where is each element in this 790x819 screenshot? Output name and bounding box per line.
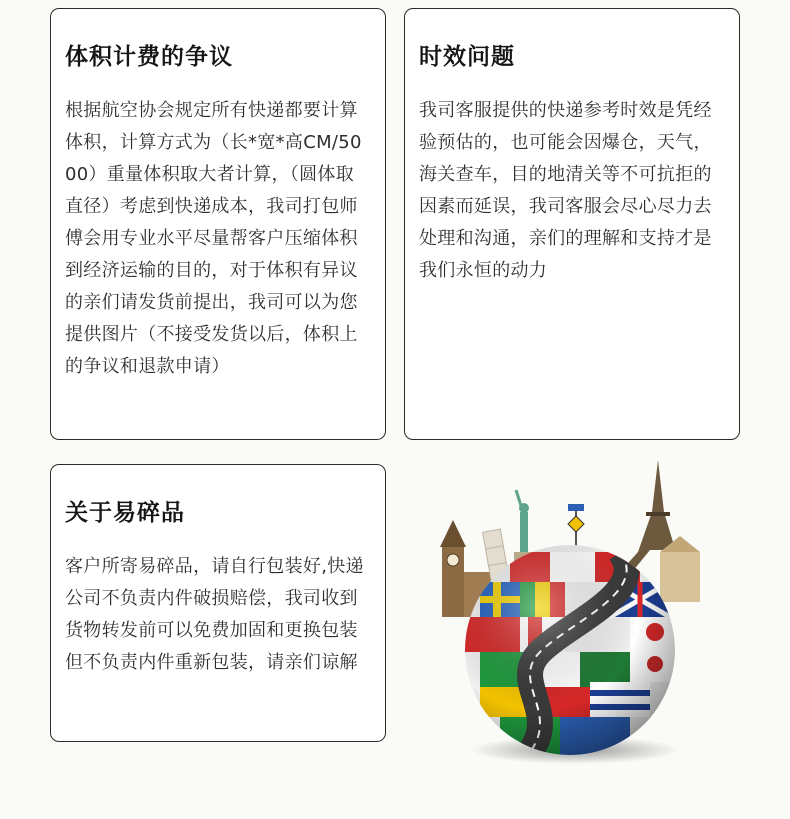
volume-billing-card — [50, 8, 386, 440]
card-title: 体积计费的争议 — [65, 44, 233, 70]
fragile-items-card — [50, 464, 386, 742]
delivery-time-card — [404, 8, 740, 440]
world-landmarks-globe-icon — [420, 452, 720, 772]
card-title: 时效问题 — [419, 44, 515, 70]
card-body: 我司客服提供的快递参考时效是凭经验预估的，也可能会因爆仓，天气，海关查车，目的地清关等不可抗拒的因素而延误，我司客服会尽心尽力去处理和沟通，亲们的理解和支持才是我们永恒的动力 — [419, 100, 712, 281]
card-body: 客户所寄易碎品，请自行包装好,快递公司不负责内件破损赔偿，我司收到货物转发前可以免费加固和更换包装但不负责内件重新包装，请亲们谅解 — [65, 556, 364, 673]
card-body: 根据航空协会规定所有快递都要计算体积，计算方式为（长*宽*高CM/5000）重量体积取大者计算，（圆体取直径）考虑到快递成本，我司打包师傅会用专业水平尽量帮客户压缩体积到经济运输的目的，对于体积有异议的亲们请发货前提出，我司可以为您提供图片（不接受发货以后，体积上的争议和退款申请） — [65, 100, 362, 377]
card-title: 关于易碎品 — [65, 500, 185, 526]
